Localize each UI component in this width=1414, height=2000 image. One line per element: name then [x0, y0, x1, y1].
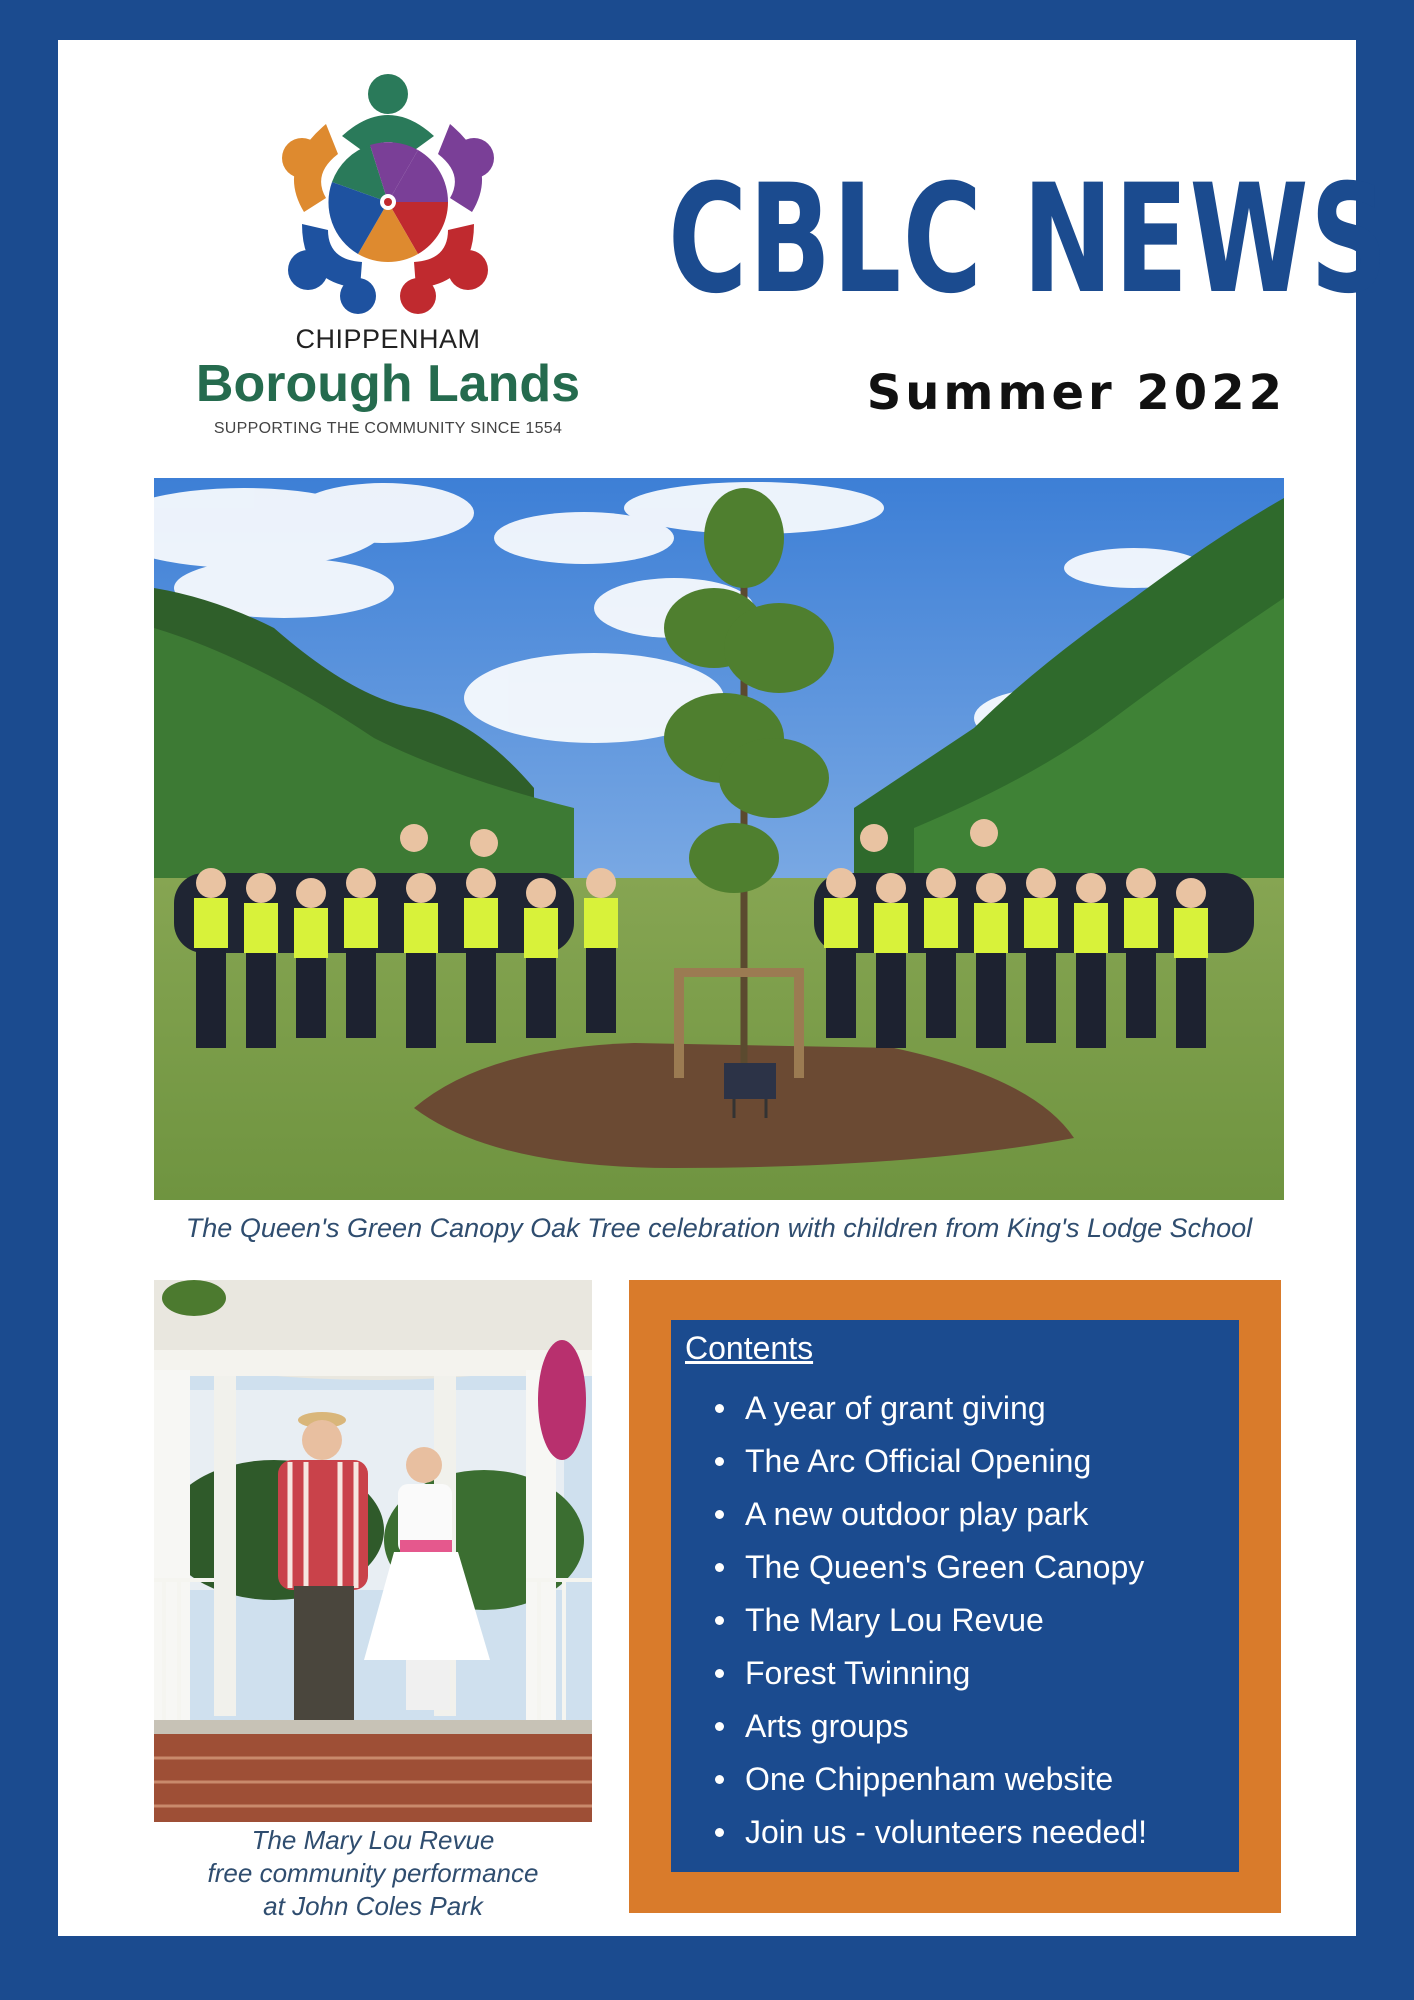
organisation-name-top: CHIPPENHAM: [295, 324, 481, 354]
organisation-name: Borough Lands: [195, 355, 581, 413]
contents-list: [671, 1382, 1147, 1859]
bullet-icon: [715, 1616, 724, 1625]
organisation-tagline: SUPPORTING THE COMMUNITY SINCE 1554: [213, 420, 563, 437]
bullet-icon: [715, 1828, 724, 1837]
main-photo-caption: The Queen's Green Canopy Oak Tree celebration with children from King's Lodge School: [185, 1213, 1253, 1243]
community-wheel-icon: [262, 74, 514, 314]
tree-planting-photo: [154, 478, 1284, 1200]
newsletter-title: CBLC NEWS: [668, 153, 1390, 327]
newsletter-page: [58, 40, 1390, 1936]
bullet-icon: [715, 1457, 724, 1466]
contents-title: Contents: [685, 1330, 814, 1366]
organisation-logo: [178, 74, 598, 494]
contents-item: The Queen's Green Canopy: [671, 1541, 1147, 1594]
contents-item: The Arc Official Opening: [671, 1435, 1147, 1488]
bullet-icon: [715, 1775, 724, 1784]
bullet-icon: [715, 1563, 724, 1572]
contents-item: Join us - volunteers needed!: [671, 1806, 1147, 1859]
contents-item: A new outdoor play park: [671, 1488, 1147, 1541]
bullet-icon: [715, 1510, 724, 1519]
contents-panel: [671, 1320, 1239, 1872]
contents-item: One Chippenham website: [671, 1753, 1147, 1806]
bandstand-performance-photo: [154, 1280, 592, 1822]
contents-item: Arts groups: [671, 1700, 1147, 1753]
contents-box: [629, 1280, 1281, 1913]
bandstand-photo-caption: [154, 1824, 592, 1923]
caption-line: free community performance: [207, 1858, 539, 1888]
bullet-icon: [715, 1722, 724, 1731]
contents-item: A year of grant giving: [671, 1382, 1147, 1435]
contents-item: Forest Twinning: [671, 1647, 1147, 1700]
contents-item: The Mary Lou Revue: [671, 1594, 1147, 1647]
newsletter-edition: Summer 2022: [866, 365, 1286, 421]
bullet-icon: [715, 1404, 724, 1413]
caption-line: at John Coles Park: [263, 1891, 483, 1921]
caption-line: The Mary Lou Revue: [251, 1825, 495, 1855]
bullet-icon: [715, 1669, 724, 1678]
